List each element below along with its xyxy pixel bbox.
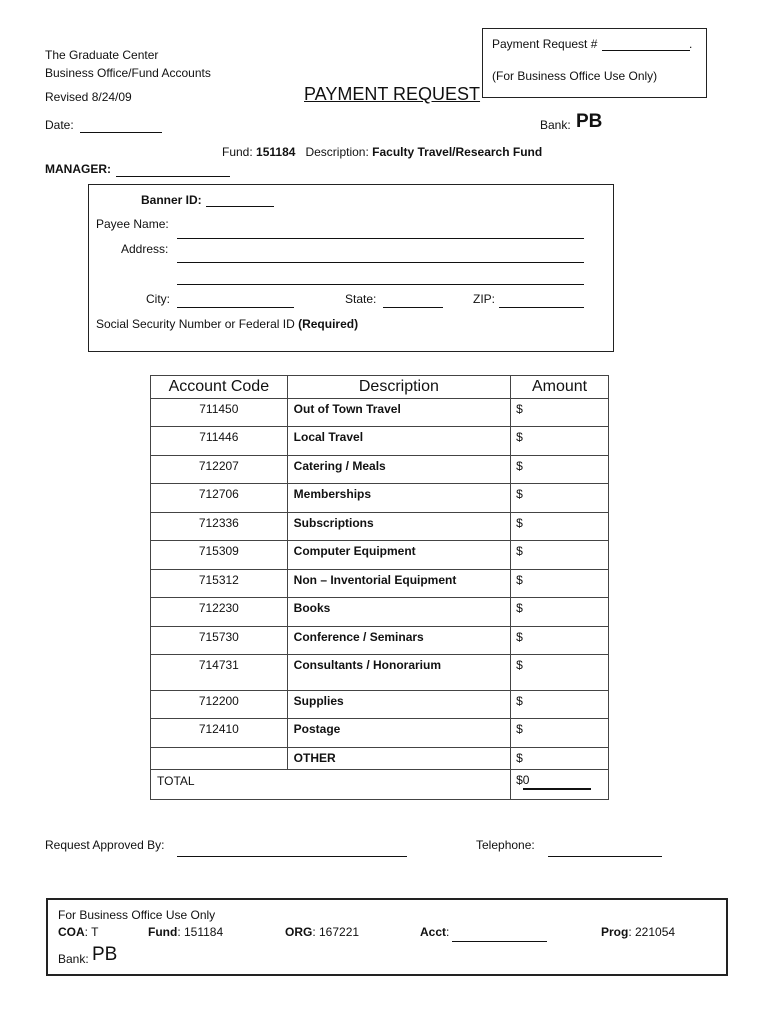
amount-field[interactable]: $ xyxy=(511,541,609,570)
acct-value: : xyxy=(446,925,450,939)
header-amount: Amount xyxy=(511,376,609,399)
account-description: Computer Equipment xyxy=(287,541,510,570)
account-description: Catering / Meals xyxy=(287,456,510,484)
office-use-title: For Business Office Use Only xyxy=(58,908,216,922)
amount-field[interactable]: $ xyxy=(511,598,609,627)
account-table xyxy=(150,375,609,800)
org-label: ORG xyxy=(285,925,313,939)
table-row xyxy=(151,691,609,719)
total-spacer xyxy=(287,770,510,800)
state-field[interactable] xyxy=(383,307,443,308)
date-field[interactable] xyxy=(80,132,162,133)
table-row xyxy=(151,598,609,627)
account-code: 712706 xyxy=(151,484,288,513)
manager-field[interactable] xyxy=(116,176,230,177)
prog-value: : 221054 xyxy=(628,925,676,939)
state-label: State: xyxy=(345,292,377,306)
amount-field[interactable]: $ xyxy=(511,484,609,513)
payment-request-field[interactable] xyxy=(602,50,690,51)
account-description: Local Travel xyxy=(287,427,510,456)
table-row xyxy=(151,427,609,456)
coa-field xyxy=(58,925,98,939)
office-bank-value: PB xyxy=(92,944,118,965)
payment-request-box xyxy=(482,28,707,98)
city-field[interactable] xyxy=(177,307,294,308)
revised-date: Revised 8/24/09 xyxy=(45,90,132,104)
account-code: 712207 xyxy=(151,456,288,484)
prog-label: Prog xyxy=(601,925,629,939)
coa-value: : T xyxy=(84,925,99,939)
total-row xyxy=(151,770,609,800)
account-description: Consultants / Honorarium xyxy=(287,655,510,691)
account-description: Subscriptions xyxy=(287,513,510,541)
amount-field[interactable]: $ xyxy=(511,399,609,427)
total-value[interactable]: 0 xyxy=(523,773,591,790)
table-row xyxy=(151,513,609,541)
page-title: PAYMENT REQUEST xyxy=(304,84,481,104)
address-line-1[interactable] xyxy=(177,262,584,263)
fund-line xyxy=(222,145,542,159)
account-code: 712200 xyxy=(151,691,288,719)
banner-id-label: Banner ID: xyxy=(141,193,202,207)
description-value: Faculty Travel/Research Fund xyxy=(372,145,543,159)
account-code xyxy=(151,748,288,770)
address-line-2[interactable] xyxy=(177,284,584,285)
ssn-required: (Required) xyxy=(298,317,359,331)
amount-field[interactable]: $ xyxy=(511,655,609,691)
org-name: The Graduate Center xyxy=(45,48,159,62)
account-description: Postage xyxy=(287,719,510,748)
account-description: Conference / Seminars xyxy=(287,627,510,655)
office-fund-label: Fund xyxy=(148,925,178,939)
table-row xyxy=(151,627,609,655)
zip-label: ZIP: xyxy=(473,292,496,306)
amount-field[interactable]: $ xyxy=(511,427,609,456)
bank-label: Bank: xyxy=(540,118,571,132)
approved-by-field[interactable] xyxy=(177,856,407,857)
account-description: Supplies xyxy=(287,691,510,719)
ssn-label: Social Security Number or Federal ID xyxy=(96,317,295,331)
table-row xyxy=(151,655,609,691)
total-amount-cell xyxy=(511,770,609,800)
account-description: OTHER xyxy=(287,748,510,770)
office-bank-label: Bank: xyxy=(58,952,89,966)
approved-by-label: Request Approved By: xyxy=(45,838,165,852)
account-code: 711450 xyxy=(151,399,288,427)
amount-field[interactable]: $ xyxy=(511,570,609,598)
table-header-row xyxy=(151,376,609,399)
total-label: TOTAL xyxy=(151,770,288,800)
table-row xyxy=(151,484,609,513)
table-row xyxy=(151,570,609,598)
telephone-label: Telephone: xyxy=(476,838,535,852)
table-row xyxy=(151,399,609,427)
account-code: 712336 xyxy=(151,513,288,541)
amount-field[interactable]: $ xyxy=(511,691,609,719)
coa-label: COA xyxy=(58,925,85,939)
ssn-line xyxy=(96,317,358,331)
payee-box xyxy=(88,184,614,352)
zip-field[interactable] xyxy=(499,307,584,308)
account-code: 712230 xyxy=(151,598,288,627)
acct-field xyxy=(420,925,449,939)
acct-label: Acct xyxy=(420,925,447,939)
table-row xyxy=(151,748,609,770)
table-row xyxy=(151,719,609,748)
telephone-field[interactable] xyxy=(548,856,662,857)
amount-field[interactable]: $ xyxy=(511,456,609,484)
amount-field[interactable]: $ xyxy=(511,627,609,655)
office-fund-value: : 151184 xyxy=(177,925,224,939)
org-value: : 167221 xyxy=(312,925,360,939)
total-currency: $ xyxy=(516,773,523,787)
banner-id-field[interactable] xyxy=(206,206,274,207)
account-code: 715730 xyxy=(151,627,288,655)
bank-value: PB xyxy=(576,111,603,132)
account-code: 712410 xyxy=(151,719,288,748)
account-description: Memberships xyxy=(287,484,510,513)
office-fund-field xyxy=(148,925,223,939)
org-field xyxy=(285,925,359,939)
payee-name-field[interactable] xyxy=(177,238,584,239)
payee-name-label: Payee Name: xyxy=(96,217,169,231)
fund-value: 151184 xyxy=(256,145,296,159)
header-account-code: Account Code xyxy=(151,376,288,399)
city-label: City: xyxy=(146,292,170,306)
account-code: 715312 xyxy=(151,570,288,598)
table-row xyxy=(151,456,609,484)
date-label: Date: xyxy=(45,118,74,132)
description-label: Description: xyxy=(305,145,369,159)
table-row xyxy=(151,541,609,570)
payment-request-suffix: . xyxy=(689,37,693,51)
business-office-note: (For Business Office Use Only) xyxy=(492,69,658,83)
account-code: 714731 xyxy=(151,655,288,691)
acct-input[interactable] xyxy=(452,941,547,942)
amount-field[interactable]: $ xyxy=(511,719,609,748)
manager-label: MANAGER: xyxy=(45,162,111,176)
account-description: Books xyxy=(287,598,510,627)
amount-field[interactable]: $ xyxy=(511,748,609,770)
payment-request-label: Payment Request # xyxy=(492,37,598,51)
account-description: Non – Inventorial Equipment xyxy=(287,570,510,598)
org-department: Business Office/Fund Accounts xyxy=(45,66,211,80)
account-code: 711446 xyxy=(151,427,288,456)
fund-label: Fund: xyxy=(222,145,253,159)
office-use-box xyxy=(46,898,728,976)
address-label: Address: xyxy=(121,242,169,256)
account-description: Out of Town Travel xyxy=(287,399,510,427)
header-description: Description xyxy=(287,376,510,399)
amount-field[interactable]: $ xyxy=(511,513,609,541)
prog-field xyxy=(601,925,675,939)
account-code: 715309 xyxy=(151,541,288,570)
